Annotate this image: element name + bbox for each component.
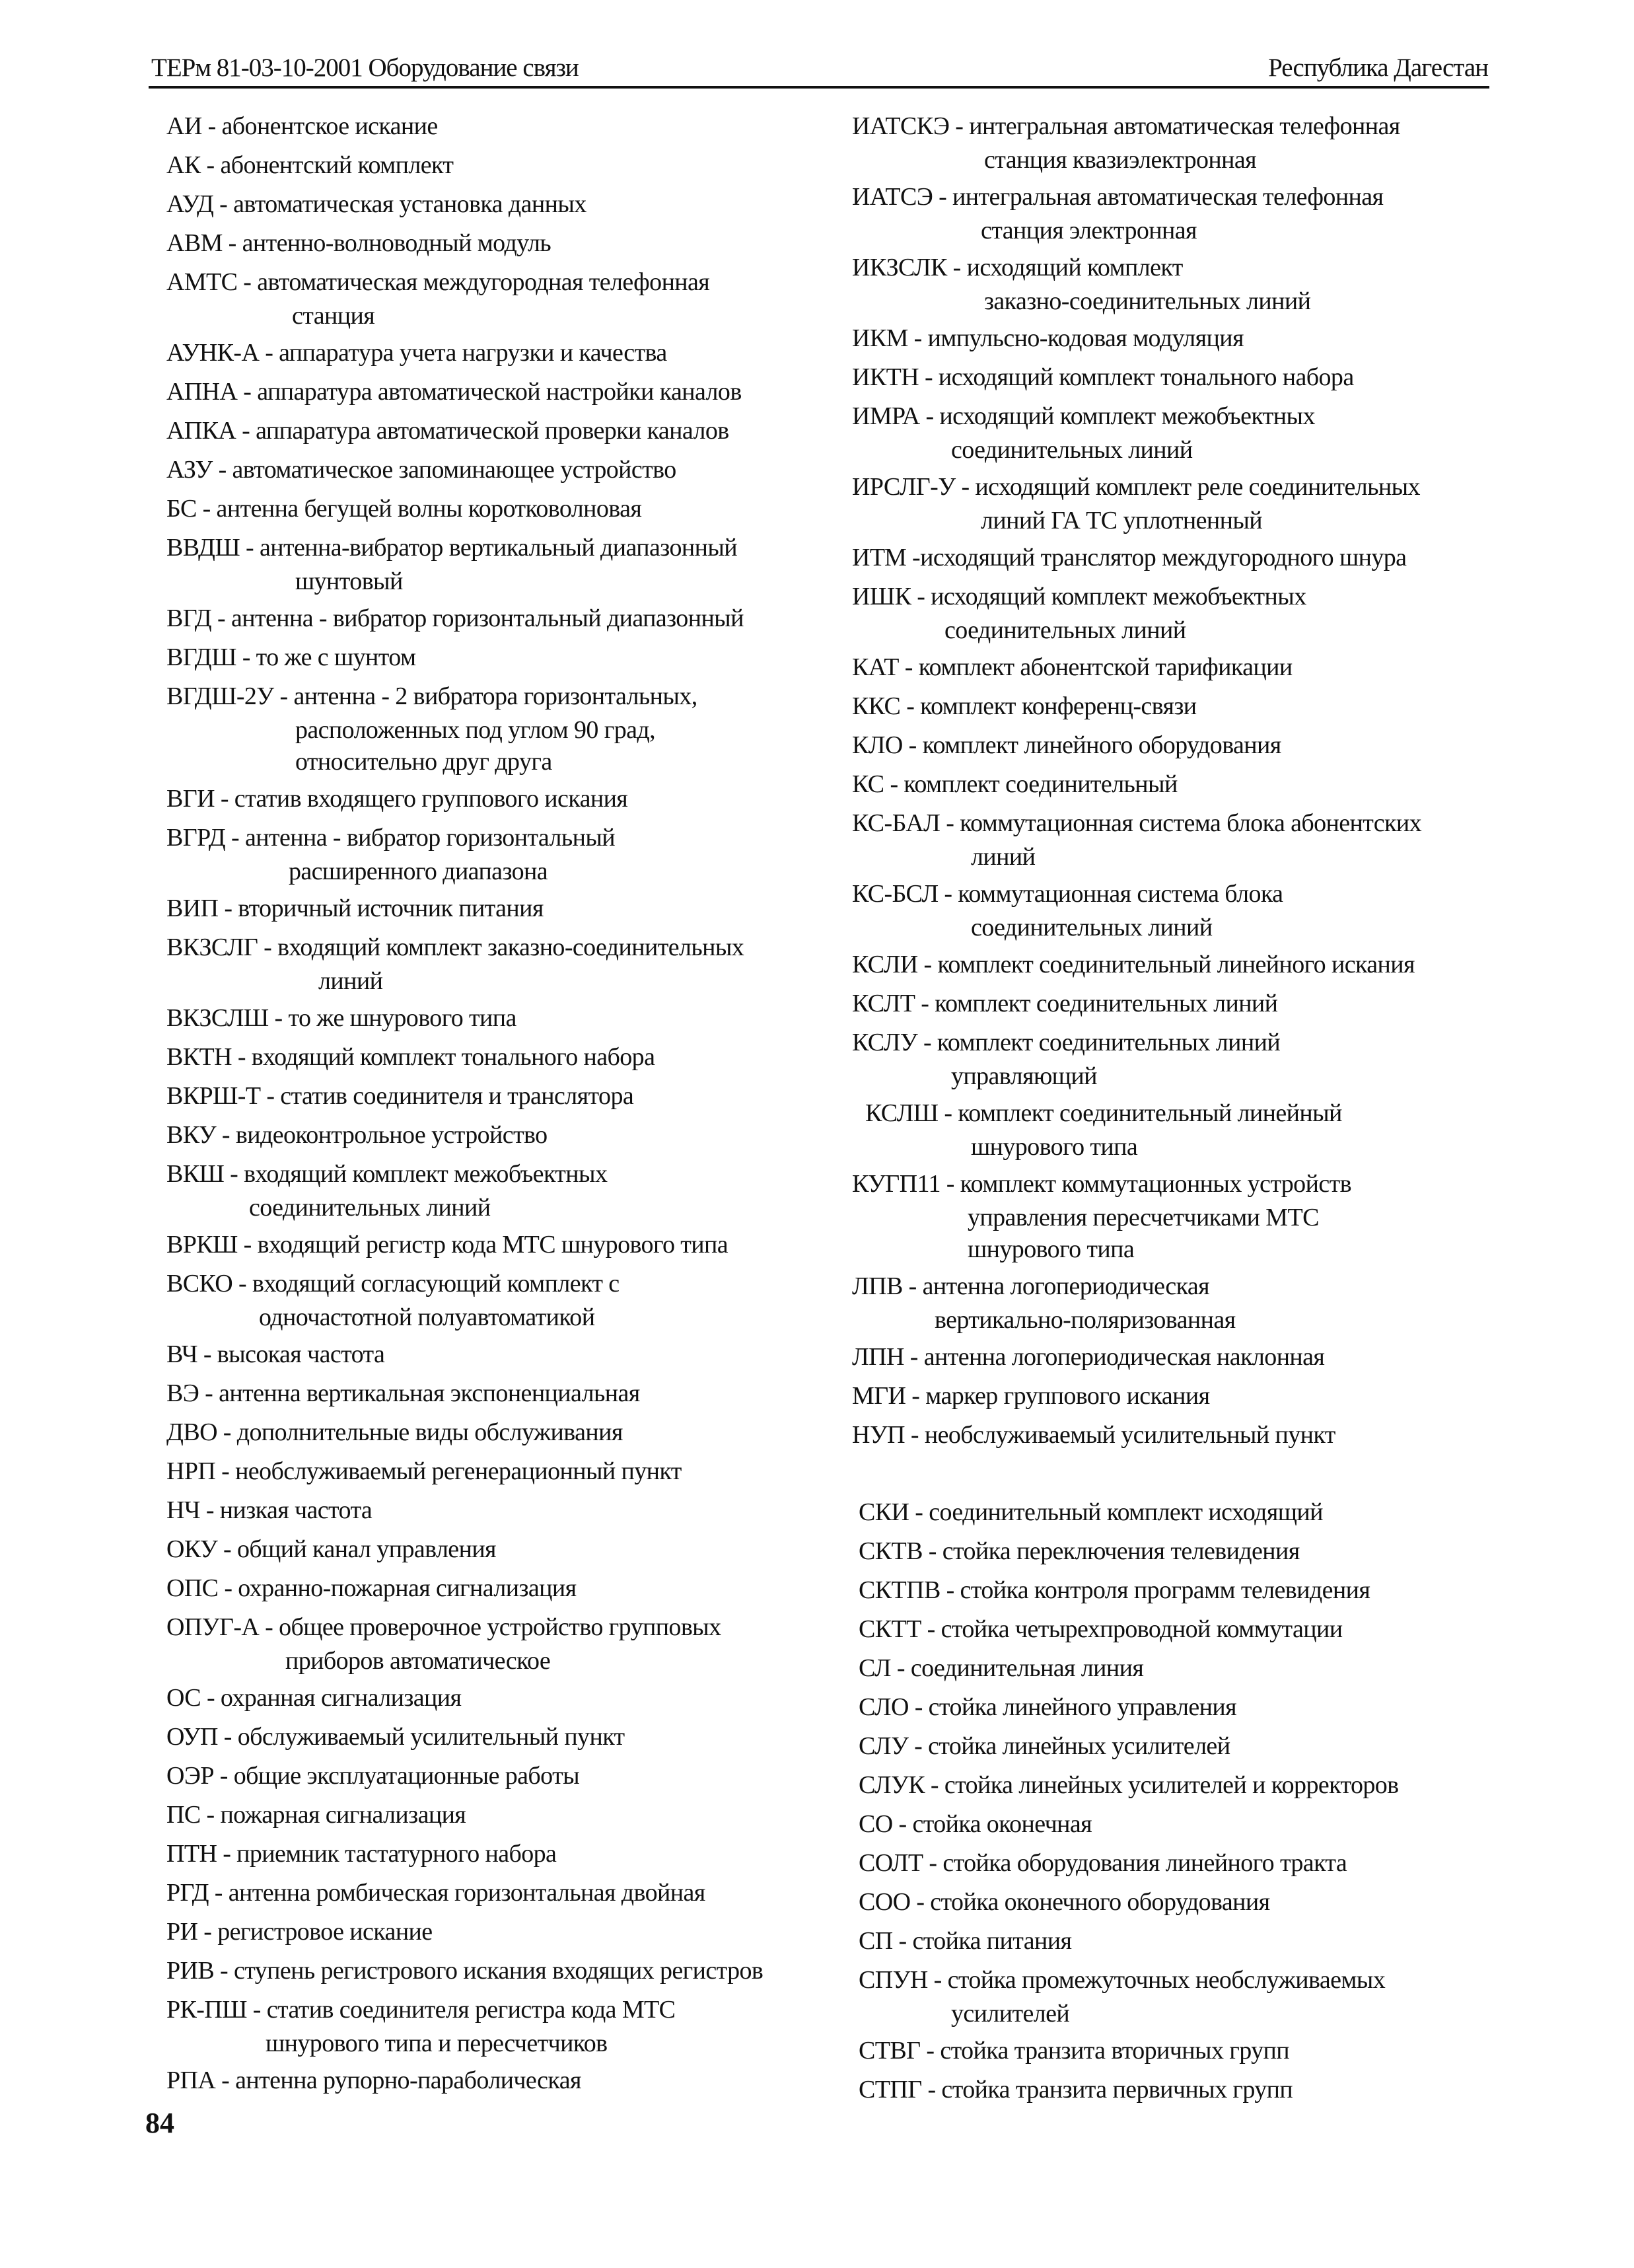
abbreviation-term: СПУН - стойка промежуточных необслуживаемых: [859, 1966, 1386, 1994]
abbreviation-entry: [166, 1415, 820, 1450]
abbreviation-term: ВКЗСЛШ - то же шнурового типа: [166, 1004, 516, 1032]
abbreviation-entry: [166, 1001, 820, 1036]
abbreviation-term: АЗУ - автоматическое запоминающее устройство: [166, 456, 676, 484]
abbreviation-term: ОПУГ-А - общее проверочное устройство групповых: [166, 1613, 721, 1641]
abbreviation-term: ОКУ - общий канал управления: [166, 1535, 496, 1563]
abbreviation-entry: [852, 1418, 1486, 1453]
abbreviation-term: ПТН - приемник тастатурного набора: [166, 1840, 557, 1868]
abbreviation-continuation: соединительных линий: [944, 616, 1186, 644]
abbreviation-entry: [852, 650, 1486, 685]
abbreviation-continuation: расширенного диапазона: [289, 858, 548, 885]
abbreviation-entry: [852, 399, 1486, 466]
abbreviation-entry: [852, 1096, 1486, 1163]
abbreviation-term: КСЛИ - комплект соединительный линейного искания: [852, 951, 1415, 978]
abbreviation-entry: [852, 470, 1486, 536]
abbreviation-continuation: шнурового типа: [968, 1235, 1135, 1263]
abbreviation-entry: [166, 109, 820, 144]
abbreviation-term: АИ - абонентское искание: [166, 112, 438, 140]
abbreviation-term: СТПГ - стойка транзита первичных групп: [859, 2076, 1293, 2103]
region-name: Республика Дагестан: [1268, 54, 1488, 82]
abbreviation-term: ВВДШ - антенна-вибратор вертикальный диапазонный: [166, 534, 737, 562]
abbreviation-term: РИВ - ступень регистрового искания входящих регистров: [166, 1957, 764, 1985]
abbreviation-entry: [166, 226, 820, 261]
abbreviation-term: ЛПВ - антенна логопериодическая: [852, 1272, 1210, 1300]
abbreviation-entry: [852, 1495, 1486, 1530]
abbreviation-term: ИКМ - импульсно-кодовая модуляция: [852, 324, 1244, 352]
abbreviation-entry: [166, 1532, 820, 1567]
abbreviation-continuation: приборов автоматическое: [285, 1647, 551, 1675]
abbreviation-entry: [166, 1681, 820, 1716]
abbreviation-entry: [852, 1963, 1486, 2030]
abbreviation-term: ВГДШ - то же с шунтом: [166, 643, 416, 671]
abbreviation-continuation: одночастотной полуавтоматикой: [259, 1303, 595, 1331]
abbreviation-term: ОУП - обслуживаемый усилительный пункт: [166, 1723, 625, 1751]
abbreviation-term: КСЛУ - комплект соединительных линий: [852, 1029, 1281, 1056]
abbreviation-term: ВРКШ - входящий регистр кода МТС шнурового типа: [166, 1231, 728, 1259]
abbreviation-term: АПКА - аппаратура автоматической проверки каналов: [166, 417, 729, 445]
abbreviation-term: ИАТСКЭ - интегральная автоматическая телефонная: [852, 112, 1400, 140]
abbreviation-entry: [852, 806, 1486, 873]
abbreviation-term: НЧ - низкая частота: [166, 1496, 373, 1524]
abbreviation-entry: [166, 1040, 820, 1075]
abbreviation-entry: [166, 1493, 820, 1528]
abbreviation-term: ВКРШ-Т - статив соединителя и транслятора: [166, 1082, 634, 1110]
document-code: ТЕРм 81-03-10-2001 Оборудование связи: [151, 54, 579, 82]
abbreviation-term: КЛО - комплект линейного оборудования: [852, 731, 1281, 759]
abbreviation-entry: [166, 1376, 820, 1411]
abbreviation-entry: [852, 877, 1486, 943]
abbreviation-continuation: станция: [292, 302, 375, 330]
abbreviation-term: ВКУ - видеоконтрольное устройство: [166, 1121, 548, 1149]
abbreviation-term: КС-БАЛ - коммутационная система блока абонентских: [852, 809, 1421, 837]
abbreviation-continuation: управления пересчетчиками МТС: [968, 1204, 1319, 1231]
abbreviation-term: СКТПВ - стойка контроля программ телевидения: [859, 1576, 1370, 1604]
abbreviation-entry: [852, 579, 1486, 646]
abbreviation-term: ИРСЛГ-У - исходящий комплект реле соединительных: [852, 473, 1420, 501]
abbreviation-term: СЛУ - стойка линейных усилителей: [859, 1732, 1230, 1760]
abbreviation-entry: [166, 1079, 820, 1114]
abbreviation-term: РК-ПШ - статив соединителя регистра кода МТС: [166, 1996, 676, 2024]
abbreviation-term: АУД - автоматическая установка данных: [166, 190, 586, 218]
abbreviation-entry: [166, 891, 820, 926]
page-number: 84: [145, 2107, 174, 2139]
abbreviation-entry: [166, 148, 820, 183]
abbreviation-entry: [166, 782, 820, 817]
abbreviations-right-column: [852, 109, 1486, 2111]
abbreviation-term: БС - антенна бегущей волны коротковолновая: [166, 495, 642, 523]
abbreviation-term: АУНК-А - аппаратура учета нагрузки и качества: [166, 339, 667, 367]
abbreviation-continuation: относительно друг друга: [295, 748, 552, 776]
abbreviation-term: СЛО - стойка линейного управления: [859, 1693, 1236, 1721]
abbreviation-term: МГИ - маркер группового искания: [852, 1382, 1210, 1410]
abbreviation-entry: [852, 1846, 1486, 1881]
abbreviation-term: ИТМ -исходящий транслятор междугородного шнура: [852, 544, 1407, 571]
abbreviation-continuation: расположенных под углом 90 град,: [295, 716, 656, 744]
abbreviation-entry: [852, 2033, 1486, 2068]
abbreviation-entry: [166, 1571, 820, 1606]
abbreviation-term: ВГИ - статив входящего группового искания: [166, 785, 628, 813]
abbreviation-continuation: усилителей: [951, 2000, 1070, 2028]
abbreviation-entry: [852, 1651, 1486, 1686]
abbreviation-entry: [852, 2072, 1486, 2107]
abbreviation-term: СЛ - соединительная линия: [859, 1654, 1144, 1682]
abbreviation-entry: [852, 947, 1486, 982]
abbreviation-entry: [166, 453, 820, 488]
abbreviation-term: СЛУК - стойка линейных усилителей и корректоров: [859, 1771, 1399, 1799]
abbreviation-entry: [166, 1954, 820, 1989]
abbreviation-term: СКТТ - стойка четырехпроводной коммутации: [859, 1615, 1343, 1643]
abbreviation-term: ИАТСЭ - интегральная автоматическая телефонная: [852, 183, 1384, 211]
abbreviation-entry: [166, 492, 820, 527]
abbreviation-continuation: соединительных линий: [249, 1194, 491, 1222]
abbreviation-term: ВКЗСЛГ - входящий комплект заказно-соединительных: [166, 933, 744, 961]
abbreviation-entry: [166, 1837, 820, 1872]
abbreviation-term: КС - комплект соединительный: [852, 770, 1178, 798]
abbreviation-term: НРП - необслуживаемый регенерационный пункт: [166, 1457, 682, 1485]
abbreviation-term: СТВГ - стойка транзита вторичных групп: [859, 2037, 1290, 2065]
abbreviation-term: КАТ - комплект абонентской тарификации: [852, 653, 1293, 681]
abbreviation-entry: [166, 1337, 820, 1372]
abbreviation-term: СП - стойка питания: [859, 1927, 1072, 1955]
abbreviation-term: АМТС - автоматическая междугородная телефонная: [166, 268, 710, 296]
abbreviation-entry: [166, 1993, 820, 2059]
abbreviation-term: ВГД - антенна - вибратор горизонтальный диапазонный: [166, 604, 744, 632]
abbreviation-term: ВГДШ-2У - антенна - 2 вибратора горизонтальных,: [166, 682, 697, 710]
abbreviation-entry: [166, 1720, 820, 1755]
page-header: [149, 48, 1489, 89]
abbreviation-entry: [166, 336, 820, 371]
abbreviation-term: ВЭ - антенна вертикальная экспоненциальная: [166, 1379, 640, 1407]
abbreviation-entry: [852, 1379, 1486, 1414]
abbreviation-entry: [852, 1885, 1486, 1920]
abbreviation-entry: [166, 414, 820, 449]
abbreviation-continuation: линий ГА ТС уплотненный: [981, 507, 1262, 534]
abbreviation-term: ВГРД - антенна - вибратор горизонтальный: [166, 824, 616, 852]
abbreviation-continuation: линий: [971, 843, 1036, 871]
abbreviation-continuation: соединительных линий: [951, 436, 1193, 464]
abbreviation-entry: [852, 540, 1486, 575]
abbreviation-entry: [852, 180, 1486, 246]
abbreviation-term: СОО - стойка оконечного оборудования: [859, 1888, 1270, 1916]
abbreviation-term: СО - стойка оконечная: [859, 1810, 1092, 1838]
abbreviation-term: ИКТН - исходящий комплект тонального набора: [852, 363, 1354, 391]
abbreviation-continuation: станция электронная: [981, 217, 1197, 244]
abbreviation-entry: [852, 1729, 1486, 1764]
abbreviation-term: КСЛШ - комплект соединительный линейный: [865, 1099, 1342, 1127]
abbreviation-entry: [852, 986, 1486, 1021]
abbreviation-term: ПС - пожарная сигнализация: [166, 1801, 466, 1829]
abbreviation-term: АВМ - антенно-волноводный модуль: [166, 229, 551, 257]
abbreviation-term: ДВО - дополнительные виды обслуживания: [166, 1418, 623, 1446]
abbreviation-entry: [852, 1167, 1486, 1265]
abbreviation-entry: [166, 2063, 820, 2098]
abbreviation-entry: [166, 1157, 820, 1224]
abbreviation-term: ККС - комплект конференц-связи: [852, 692, 1197, 720]
abbreviation-continuation: станция квазиэлектронная: [984, 146, 1257, 174]
abbreviation-entry: [166, 1876, 820, 1911]
abbreviation-entry: [852, 1573, 1486, 1608]
abbreviation-entry: [166, 640, 820, 675]
abbreviation-entry: [852, 689, 1486, 724]
abbreviation-entry: [166, 375, 820, 410]
abbreviation-entry: [166, 821, 820, 887]
abbreviation-term: РИ - регистровое искание: [166, 1918, 433, 1946]
abbreviation-term: ВКШ - входящий комплект межобъектных: [166, 1160, 608, 1188]
abbreviation-entry: [852, 1924, 1486, 1959]
abbreviation-term: АПНА - аппаратура автоматической настройки каналов: [166, 378, 742, 406]
abbreviation-entry: [166, 1266, 820, 1333]
abbreviation-continuation: линий: [318, 967, 383, 995]
abbreviation-term: СКИ - соединительный комплект исходящий: [859, 1498, 1323, 1526]
abbreviation-term: ЛПН - антенна логопериодическая наклонная: [852, 1343, 1325, 1371]
abbreviation-entry: [852, 1768, 1486, 1803]
abbreviation-term: РПА - антенна рупорно-параболическая: [166, 2067, 581, 2094]
abbreviation-term: ИМРА - исходящий комплект межобъектных: [852, 402, 1315, 430]
abbreviation-entry: [852, 1025, 1486, 1092]
abbreviation-entry: [166, 530, 820, 597]
abbreviation-entry: [852, 321, 1486, 356]
abbreviation-term: ИШК - исходящий комплект межобъектных: [852, 583, 1306, 610]
abbreviation-entry: [852, 1612, 1486, 1647]
abbreviation-term: СОЛТ - стойка оборудования линейного тракта: [859, 1849, 1347, 1877]
abbreviation-term: РГД - антенна ромбическая горизонтальная двойная: [166, 1879, 705, 1907]
abbreviation-entry: [166, 1759, 820, 1794]
abbreviation-term: ВСКО - входящий согласующий комплект с: [166, 1270, 620, 1298]
abbreviation-entry: [852, 728, 1486, 763]
abbreviation-entry: [852, 250, 1486, 317]
abbreviation-entry: [852, 1534, 1486, 1569]
abbreviation-entry: [166, 1610, 820, 1677]
abbreviation-term: ИКЗСЛК - исходящий комплект: [852, 254, 1183, 281]
abbreviation-term: АК - абонентский комплект: [166, 151, 454, 179]
abbreviation-term: ОС - охранная сигнализация: [166, 1684, 462, 1712]
abbreviation-term: ВИП - вторичный источник питания: [166, 895, 544, 922]
abbreviation-term: ОЭР - общие эксплуатационные работы: [166, 1762, 580, 1790]
abbreviation-continuation: вертикально-поляризованная: [935, 1306, 1236, 1334]
abbreviation-term: КС-БСЛ - коммутационная система блока: [852, 880, 1283, 908]
abbreviation-entry: [852, 767, 1486, 802]
abbreviation-entry: [852, 1690, 1486, 1725]
abbreviation-entry: [166, 679, 820, 778]
abbreviation-entry: [166, 601, 820, 636]
abbreviation-entry: [852, 1340, 1486, 1375]
abbreviation-entry: [166, 1915, 820, 1950]
abbreviation-continuation: заказно-соединительных линий: [984, 287, 1311, 315]
abbreviation-continuation: шнурового типа: [971, 1133, 1138, 1161]
abbreviation-continuation: соединительных линий: [971, 914, 1213, 941]
abbreviation-term: ВКТН - входящий комплект тонального набора: [166, 1043, 655, 1071]
abbreviation-entry: [852, 1269, 1486, 1336]
abbreviation-entry: [166, 930, 820, 997]
abbreviation-term: КУГП11 - комплект коммутационных устройств: [852, 1170, 1351, 1198]
abbreviation-entry: [166, 1454, 820, 1489]
abbreviation-entry: [852, 1807, 1486, 1842]
abbreviation-entry: [166, 265, 820, 332]
abbreviation-entry: [166, 1798, 820, 1833]
abbreviation-term: КСЛТ - комплект соединительных линий: [852, 990, 1278, 1017]
abbreviation-entry: [852, 360, 1486, 395]
abbreviation-continuation: управляющий: [951, 1062, 1097, 1090]
abbreviations-left-column: [166, 109, 820, 2102]
abbreviation-entry: [166, 1118, 820, 1153]
abbreviation-entry: [166, 187, 820, 222]
abbreviation-entry: [852, 109, 1486, 176]
abbreviation-term: ОПС - охранно-пожарная сигнализация: [166, 1574, 577, 1602]
abbreviation-entry: [166, 1227, 820, 1262]
abbreviation-continuation: шунтовый: [295, 567, 403, 595]
abbreviation-term: НУП - необслуживаемый усилительный пункт: [852, 1421, 1335, 1449]
abbreviation-continuation: шнурового типа и пересчетчиков: [266, 2030, 608, 2057]
abbreviation-term: ВЧ - высокая частота: [166, 1340, 385, 1368]
abbreviation-term: СКТВ - стойка переключения телевидения: [859, 1537, 1300, 1565]
